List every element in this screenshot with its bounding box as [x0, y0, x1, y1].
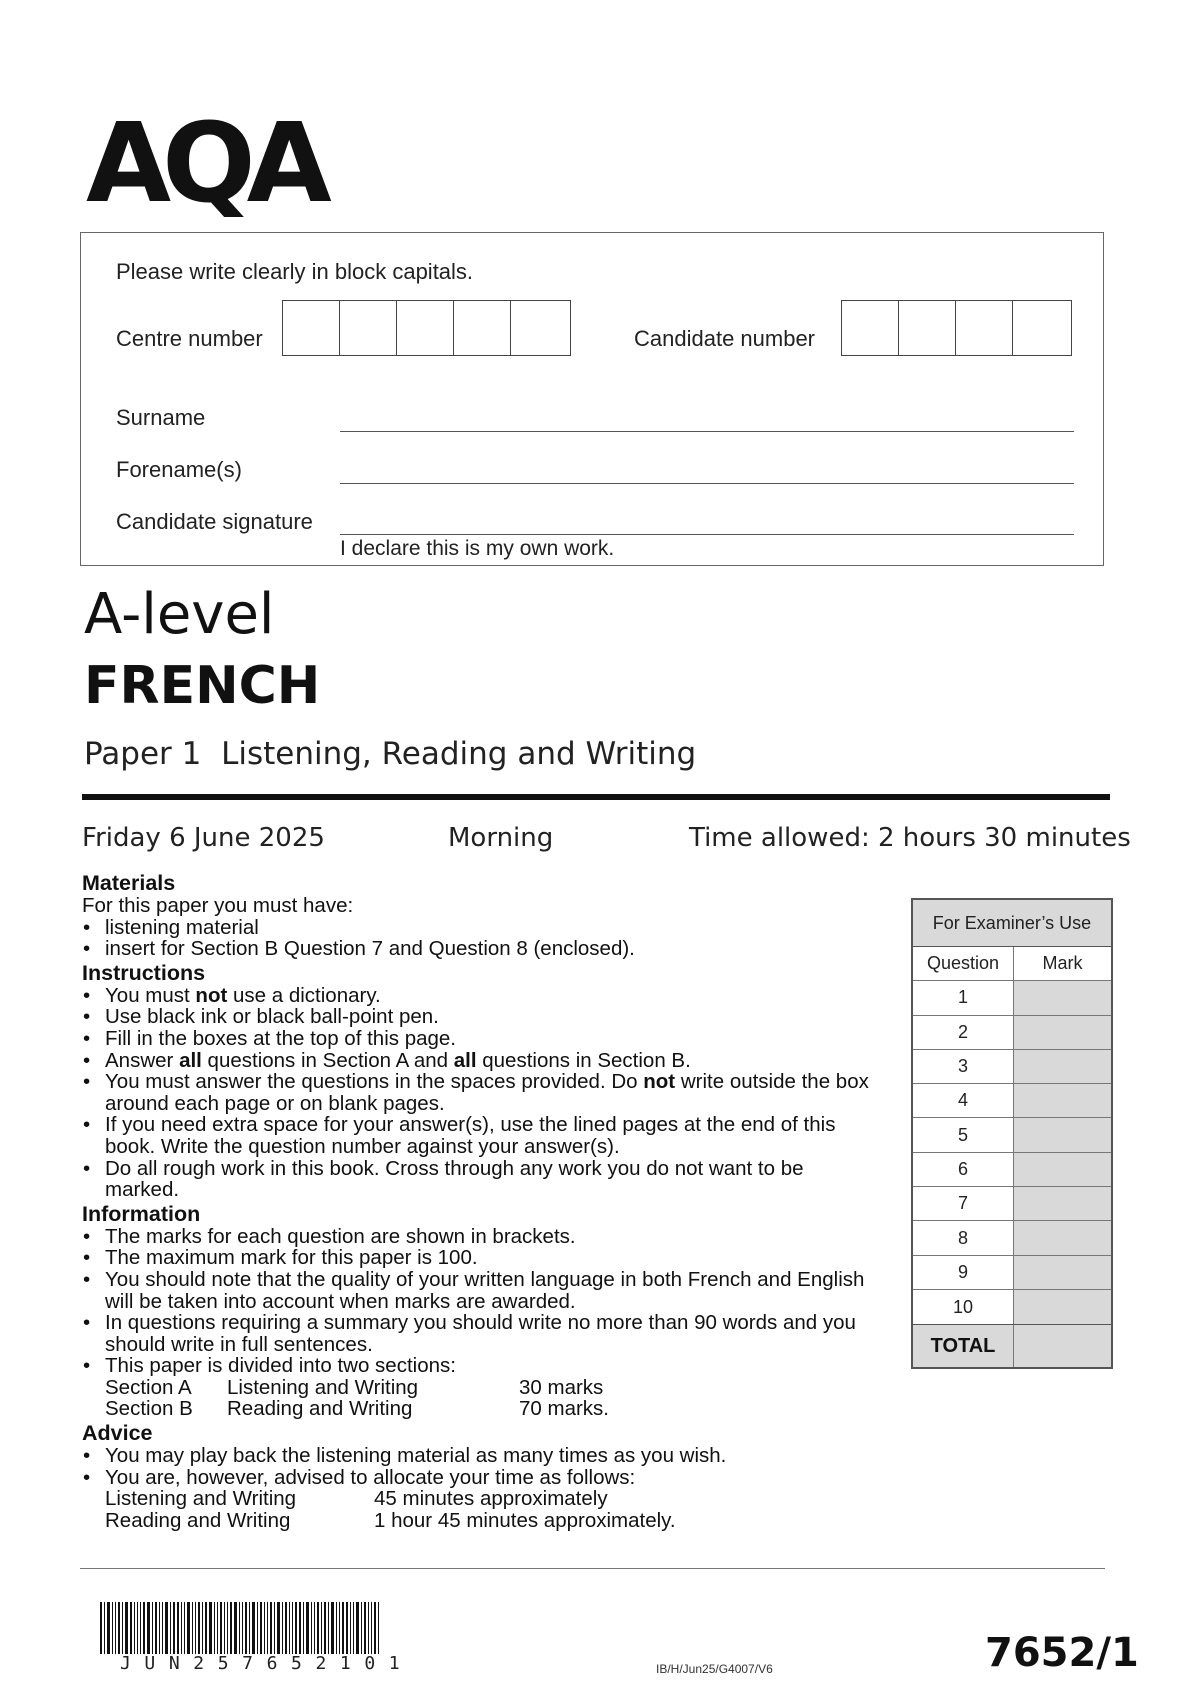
- information-item: • You should note that the quality of your written language in both French and English will be taken into account when marks are awarded.: [82, 1269, 872, 1312]
- information-item: • In questions requiring a summary you should write no more than 90 words and you should write in full sentences.: [82, 1312, 872, 1355]
- table-row: [913, 1153, 1111, 1187]
- barcode-text: JUN257652101: [120, 1653, 414, 1674]
- table-row: [913, 981, 1111, 1015]
- information-item: • The marks for each question are shown in brackets.: [82, 1226, 872, 1248]
- question-number: 9: [913, 1256, 1014, 1289]
- information-item: • The maximum mark for this paper is 100.: [82, 1247, 872, 1269]
- time-allocation-row: Listening and Writing 45 minutes approximately: [105, 1487, 608, 1511]
- instruction-item: • Do all rough work in this book. Cross through any work you do not want to be marked.: [82, 1158, 872, 1201]
- advice-item: • You are, however, advised to allocate your time as follows: Listening and Writing 45 minutes approximately Reading and Writing 1 hour 45 minutes approximately.: [82, 1467, 872, 1532]
- instruction-item: • If you need extra space for your answer(s), use the lined pages at the end of this book. Write the question number against your answer(s).: [82, 1114, 872, 1157]
- question-number: 6: [913, 1153, 1014, 1186]
- information-heading: Information: [82, 1201, 201, 1226]
- total-mark-cell: [1014, 1325, 1111, 1367]
- table-row: [913, 1290, 1111, 1324]
- question-number: 10: [913, 1290, 1014, 1324]
- centre-number-digit-box[interactable]: [283, 301, 340, 355]
- advice-section: [82, 1422, 872, 1531]
- exam-session: Morning: [448, 823, 554, 853]
- instruction-item: • You must not use a dictionary.: [82, 985, 872, 1007]
- table-row: [913, 1084, 1111, 1118]
- table-row: [913, 1221, 1111, 1255]
- mark-cell: [1014, 1084, 1111, 1117]
- table-row: [913, 1050, 1111, 1084]
- instruction-item: • Use black ink or black ball-point pen.: [82, 1006, 872, 1028]
- instructions-section: [82, 962, 872, 1201]
- materials-item: • insert for Section B Question 7 and Question 8 (enclosed).: [82, 938, 872, 960]
- mark-cell: [1014, 1221, 1111, 1254]
- signature-field[interactable]: [340, 534, 1074, 535]
- examiners-table-header: [913, 947, 1111, 981]
- materials-intro: For this paper you must have:: [82, 894, 354, 917]
- front-cover-instructions: [82, 872, 872, 1532]
- exam-date: Friday 6 June 2025: [82, 823, 325, 853]
- table-row: [913, 1256, 1111, 1290]
- mark-cell: [1014, 1016, 1111, 1049]
- own-work-declaration: I declare this is my own work.: [340, 537, 615, 560]
- examiners-use-table: [911, 898, 1113, 1369]
- materials-heading: Materials: [82, 871, 176, 895]
- materials-section: [82, 872, 872, 960]
- table-row: [913, 1016, 1111, 1050]
- block-capitals-instruction: Please write clearly in block capitals.: [116, 259, 474, 284]
- mark-cell: [1014, 1187, 1111, 1220]
- section-breakdown-row: Section A Listening and Writing 30 marks: [105, 1375, 604, 1399]
- candidate-number-digit-box[interactable]: [956, 301, 1013, 355]
- subject-title: FRENCH: [84, 656, 321, 716]
- total-label: TOTAL: [913, 1325, 1014, 1367]
- table-row: [913, 1118, 1111, 1152]
- footer-divider: [80, 1568, 1105, 1569]
- candidate-number-digit-box[interactable]: [899, 301, 956, 355]
- centre-number-boxes[interactable]: [282, 300, 571, 356]
- centre-number-digit-box[interactable]: [511, 301, 568, 355]
- aqa-logo: AQA: [86, 99, 323, 227]
- instruction-item: • Fill in the boxes at the top of this page.: [82, 1028, 872, 1050]
- section-breakdown-row: Section B Reading and Writing 70 marks.: [105, 1397, 609, 1421]
- total-row: [913, 1324, 1111, 1367]
- mark-cell: [1014, 1050, 1111, 1083]
- signature-label: Candidate signature: [116, 509, 313, 534]
- examiners-use-heading: For Examiner’s Use: [913, 900, 1111, 947]
- document-reference: IB/H/Jun25/G4007/V6: [656, 1662, 773, 1676]
- centre-number-digit-box[interactable]: [397, 301, 454, 355]
- advice-item: • You may play back the listening material as many times as you wish.: [82, 1445, 872, 1467]
- mark-cell: [1014, 1290, 1111, 1324]
- mark-cell: [1014, 1153, 1111, 1186]
- forenames-field[interactable]: [340, 483, 1074, 484]
- centre-number-label: Centre number: [116, 326, 263, 351]
- surname-field[interactable]: [340, 431, 1074, 432]
- advice-heading: Advice: [82, 1421, 153, 1446]
- barcode: [100, 1602, 482, 1654]
- paper-code: 7652/1: [985, 1630, 1139, 1676]
- question-number: 8: [913, 1221, 1014, 1254]
- question-number: 5: [913, 1118, 1014, 1151]
- centre-number-digit-box[interactable]: [340, 301, 397, 355]
- materials-item: • listening material: [82, 917, 872, 939]
- question-number: 7: [913, 1187, 1014, 1220]
- qualification-level: A-level: [84, 582, 275, 647]
- time-allocation-row: Reading and Writing 1 hour 45 minutes approximately.: [105, 1508, 676, 1532]
- mark-cell: [1014, 1256, 1111, 1289]
- question-number: 1: [913, 981, 1014, 1014]
- question-number: 3: [913, 1050, 1014, 1083]
- candidate-number-digit-box[interactable]: [842, 301, 899, 355]
- mark-cell: [1014, 1118, 1111, 1151]
- information-item: • This paper is divided into two sections: Section A Listening and Writing 30 marks Section B Reading and Writing 70 marks.: [82, 1355, 872, 1420]
- information-section: [82, 1203, 872, 1420]
- table-row: [913, 1187, 1111, 1221]
- time-allowed: Time allowed: 2 hours 30 minutes: [689, 823, 1131, 853]
- mark-column-header: Mark: [1014, 947, 1111, 980]
- question-column-header: Question: [913, 947, 1014, 980]
- centre-number-digit-box[interactable]: [454, 301, 511, 355]
- instruction-item: • Answer all questions in Section A and all questions in Section B.: [82, 1050, 872, 1072]
- candidate-number-digit-box[interactable]: [1013, 301, 1070, 355]
- forenames-label: Forename(s): [116, 457, 242, 482]
- question-number: 2: [913, 1016, 1014, 1049]
- question-number: 4: [913, 1084, 1014, 1117]
- surname-label: Surname: [116, 405, 206, 430]
- candidate-number-boxes[interactable]: [841, 300, 1072, 356]
- paper-title: Paper 1 Listening, Reading and Writing: [84, 736, 697, 772]
- candidate-number-label: Candidate number: [634, 326, 816, 351]
- title-divider: [82, 794, 1110, 800]
- mark-cell: [1014, 981, 1111, 1014]
- instructions-heading: Instructions: [82, 960, 206, 985]
- instruction-item: • You must answer the questions in the spaces provided. Do not write outside the box around each page or on blank pages.: [82, 1071, 872, 1114]
